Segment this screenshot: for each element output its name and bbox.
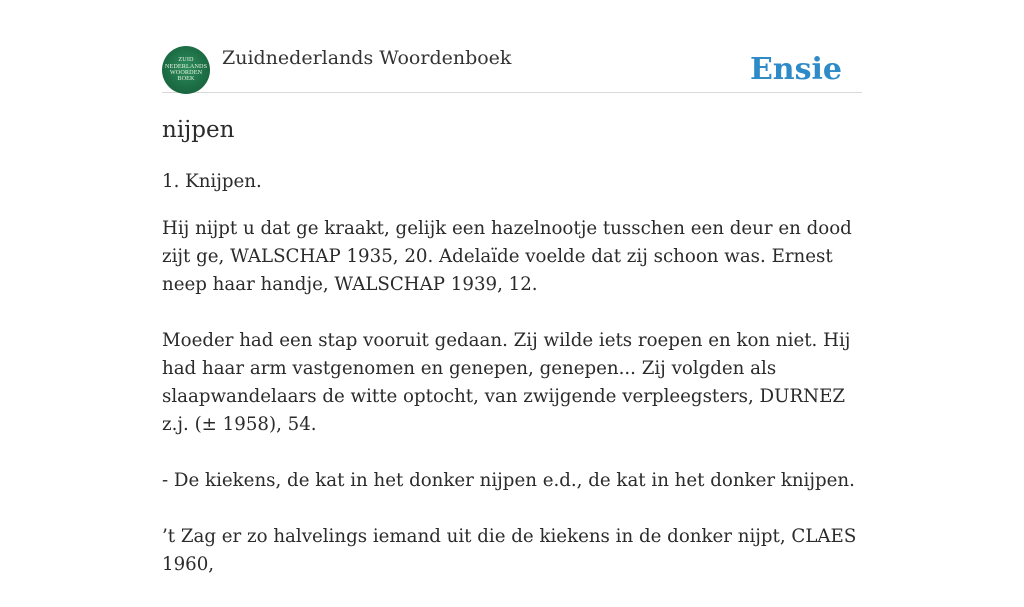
sense-definition: 1. Knijpen.	[162, 171, 262, 192]
citation-paragraph: Moeder had een stap vooruit gedaan. Zij wilde iets roepen en kon niet. Hij had haar arm vastgenomen en genepen, genepen... Zij volgden als slaapwandelaars de witte optocht, van zwijgende verpleegsters, DURNEZ z.j. (± 1958), 54.	[162, 330, 851, 435]
page-title: nijpen	[162, 117, 235, 143]
logo-text-line: ZUID	[178, 56, 194, 64]
ensie-logo-link[interactable]: Ensie	[749, 52, 842, 87]
citation-paragraph: Hij nijpt u dat ge kraakt, gelijk een hazelnootje tusschen een deur en dood zijt ge, WALSCHAP 1935, 20. Adelaïde voelde dat zij schoon was. Ernest neep haar handje, WALSCHAP 1939, 12.	[162, 218, 852, 295]
entry-body	[162, 168, 862, 607]
citation-paragraph: ’t Zag er zo halvelings iemand uit die de kiekens in de donker nijpt, CLAES 1960,	[162, 526, 857, 575]
source-header	[162, 46, 862, 93]
dictionary-logo[interactable]	[162, 46, 210, 94]
logo-text-line: WOORDEN	[169, 69, 203, 76]
logo-text-line: BOEK	[177, 75, 195, 83]
logo-text-line: NEDERLANDS	[164, 62, 208, 70]
source-title[interactable]: Zuidnederlands Woordenboek	[222, 47, 512, 69]
citation-paragraph: - De kiekens, de kat in het donker nijpen e.d., de kat in het donker knijpen.	[162, 470, 855, 491]
